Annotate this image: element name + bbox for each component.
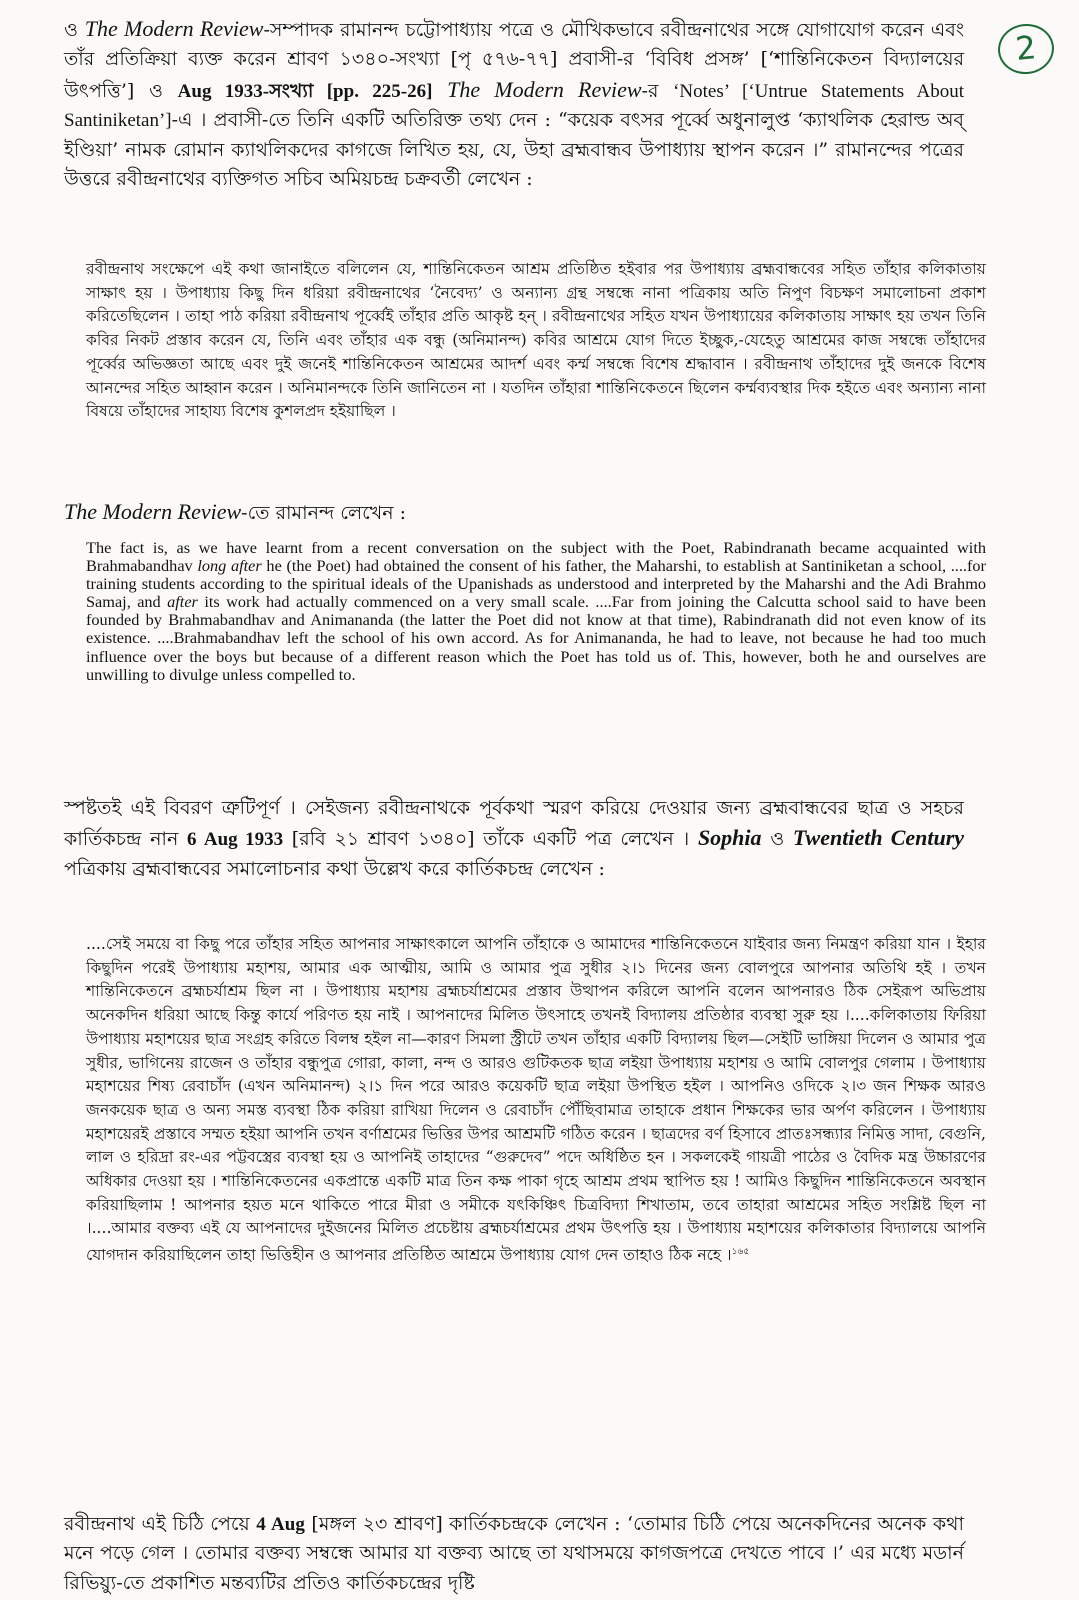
footnote-marker: ১৬৫ bbox=[731, 1247, 750, 1258]
paragraph-kartikchandra: স্পষ্টতই এই বিবরণ ত্রুটিপূর্ণ । সেইজন্য রবীন্দ্রনাথকে পূর্বকথা স্মরণ করিয়ে দেওয়ার জন্য ব্রহ্মবান্ধবের ছাত্র ও সহচর কার্তিকচন্দ্র নান 6 Aug 1933 [রবি ২১ শ্রাবণ ১৩৪০] তাঁকে একটি পত্র লেখেন । Sophia ও Twentieth Century পত্রিকায় ব্রহ্মবান্ধবের সমালোচনার কথা উল্লেখ করে কার্তিকচন্দ্র লেখেন : bbox=[64, 797, 965, 880]
quote-modern-review: The fact is, as we have learnt from a recent conversation on the subject with the Poet, Rabindranath became acquainted with Brahmabandhav long after he (the Poet) had obtained the consent of his father, the Maharshi, to establish at Santiniketan a school, ....for training students according to the spiritual ideals of the Upanishads as understood and interpreted by the Maharshi and the Adi Brahmo Samaj, and after its work had actually commenced on a very small scale. ....Far from joining the Calcutta school said to have been founded by Brahmabandhav and Animananda (the latter the Poet did not know at that time), Rabindranath did not even know of its existence. ....Brahmabandhav left the school of his own accord. As for Animananda, he had to leave, not because he had too much influence over the boys but because of a different reason which the Poet has told us of. This, however, both he and ourselves are unwilling to divulge unless compelled to. bbox=[86, 538, 987, 684]
paragraph-rabindranath-reply: রবীন্দ্রনাথ এই চিঠি পেয়ে 4 Aug [মঙ্গল ২৩ শ্রাবণ] কার্তিকচন্দ্রকে লেখেন : ‘তোমার চিঠি পেয়ে অনেকদিনের অনেক কথা মনে পড়ে গেল । তোমার বক্তব্য সম্বন্ধে আমার যা বক্তব্য আছে তা যথাসময়ে কাগজপত্রে দেখতে পাবে ।’ এর মধ্যে মডার্ন রিভিয়্যু-তে প্রকাশিত মন্তব্যটির প্রতিও কার্তিকচন্দ্রের দৃষ্টি bbox=[64, 1513, 964, 1594]
quote-amiyachandra: রবীন্দ্রনাথ সংক্ষেপে এই কথা জানাইতে বলিলেন যে, শান্তিনিকেতন আশ্রম প্রতিষ্ঠিত হইবার পর উপাধ্যায় ব্রহ্মবান্ধবের সহিত তাঁহার কলিকাতায় সাক্ষাৎ হয় । উপাধ্যায় কিছু দিন ধরিয়া রবীন্দ্রনাথের ‘নৈবেদ্য’ ও অন্যান্য গ্রন্থ সম্বন্ধে নানা পত্রিকায় অতি নিপুণ বিচক্ষণ সমালোচনা প্রকাশ করিতেছিলেন । তাহা পাঠ করিয়া রবীন্দ্রনাথ পূর্ব্বেই তাঁহার প্রতি আকৃষ্ট হন্ । রবীন্দ্রনাথের সহিত যখন উপাধ্যায়ের কলিকাতায় সাক্ষাৎ হয় তখন তিনি কবির নিকট প্রস্তাব করেন যে, তিনি এবং তাঁহার এক বন্ধু (অনিমানন্দ) কবির আশ্রমে যোগ দিতে ইচ্ছুক,-যেহেতু আশ্রমের কাজ সম্বন্ধে তাঁহাদের পূর্ব্বের অভিজ্ঞতা আছে এবং দুই জনেই শান্তিনিকেতন আশ্রমের আদর্শ এবং কর্ম্ম সম্বন্ধে বিশেষ শ্রদ্ধাবান । রবীন্দ্রনাথ তাঁহাদের দুই জনকে বিশেষ আনন্দের সহিত আহ্বান করেন । অনিমানন্দকে তিনি জানিতেন না । যতদিন তাঁহারা শান্তিনিকেতনে ছিলেন কর্ম্মব্যবস্থার দিক হইতে এবং অন্যান্য নানা বিষয়ে তাঁহাদের সাহায্য বিশেষ কুশলপ্রদ হইয়াছিল । bbox=[86, 260, 986, 421]
journal-title: The Modern Review bbox=[447, 76, 642, 102]
heading-modern-review: The Modern Review-তে রামানন্দ লেখেন : bbox=[64, 499, 407, 524]
journal-title: The Modern Review bbox=[84, 16, 264, 41]
paragraph-intro: ও The Modern Review-সম্পাদক রামানন্দ চট্টোপাধ্যায় পত্রে ও মৌখিকভাবে রবীন্দ্রনাথের সঙ্গে যোগাযোগ করেন এবং তাঁর প্রতিক্রিয়া ব্যক্ত করেন শ্রাবণ ১৩৪০-সংখ্যা [পৃ ৫৭৬-৭৭] প্রবাসী-র ‘বিবিধ প্রসঙ্গ’ [‘শান্তিনিকেতন বিদ্যালয়ের উৎপত্তি’] ও Aug 1933-সংখ্যা [pp. 225-26] The Modern Review-র ‘Notes’ [‘Untrue Statements About Santiniketan’]-এ । প্রবাসী-তে তিনি একটি অতিরিক্ত তথ্য দেন : “কয়েক বৎসর পূর্ব্বে অধুনালুপ্ত ‘ক্যাথলিক হেরাল্ড অব্ ইণ্ডিয়া’ নামক রোমান ক্যাথলিকদের কাগজে লিখিত হয়, যে, উহা ব্রহ্মবান্ধব উপাধ্যায় স্থাপন করেন ।” রামানন্দের পত্রের উত্তরে রবীন্দ্রনাথের ব্যক্তিগত সচিব অমিয়চন্দ্র চক্রবর্তী লেখেন : bbox=[64, 16, 965, 191]
page-number: 2 bbox=[996, 21, 1057, 77]
quote-kartikchandra-letter: ....সেই সময়ে বা কিছু পরে তাঁহার সহিত আপনার সাক্ষাৎকালে আপনি তাঁহাকে ও আমাদের শান্তিনিকেতনে যাইবার জন্য নিমন্ত্রণ করিয়া যান । ইহার কিছুদিন পরেই উপাধ্যায় মহাশয়, আমার এক আত্মীয়, আমি ও আমার পুত্র সুধীর ২।১ দিনের জন্য বোলপুরে আপনার অতিথি হই । তখন শান্তিনিকেতনে ব্রহ্মচর্যাশ্রম ছিল না । উপাধ্যায় মহাশয় ব্রহ্মচর্যাশ্রমের প্রস্তাব উত্থাপন করিলে আপনি বলেন আপনারও ঠিক সেইরূপ অভিপ্রায় অনেকদিন ধরিয়া আছে কিন্তু কার্যে পরিণত হয় নাই । আপনাদের মিলিত উৎসাহে তখনই বিদ্যালয় প্রতিষ্ঠার ব্যবস্থা সুরু হয় ।....কলিকাতায় ফিরিয়া উপাধ্যায় মহাশয়ের ছাত্র সংগ্রহ করিতে বিলম্ব হইল না—কারণ সিমলা স্ট্রীটে তখন তাঁহার একটি বিদ্যালয় ছিল—সেইটি ভাঙ্গিয়া দিলেন ও আমার পুত্র সুধীর, ভাগিনেয় রাজেন ও তাঁহার বন্ধুপুত্র গোরা, কালা, নন্দ ও আরও গুটিকতক ছাত্র লইয়া উপাধ্যায় মহাশয় ও আমি বোলপুর গেলাম । উপাধ্যায় মহাশয়ের শিষ্য রেবাচাঁদ (এখন অনিমানন্দ) ২।১ দিন পরে আরও কয়েকটি ছাত্র লইয়া উপস্থিত হইল । আপনিও ওদিকে ২।৩ জন শিক্ষক আরও জনকয়েক ছাত্র ও অন্য সমস্ত ব্যবস্থা ঠিক করিয়া রাখিয়া দিলেন ও রেবাচাঁদ পৌঁছিবামাত্র তাহাকে প্রধান শিক্ষকের ভার অর্পণ করিলেন । উপাধ্যায় মহাশয়েরই প্রস্তাবে সম্মত হইয়া আপনি তখন বর্ণাশ্রমের ভিত্তির উপর আশ্রমটি গঠিত করেন । ছাত্রদের বর্ণ হিসাবে প্রাতঃসন্ধ্যার নিমিত্ত সাদা, বেগুনি, লাল ও হরিদ্রা রং-এর পট্টবস্ত্রের ব্যবস্থা হয় ও আপনিই তাহাদের “গুরুদেব” পদে অধিষ্ঠিত হন । সকলকেই গায়ত্রী পাঠের ও বৈদিক মন্ত্র উচ্চারণের অধিকার দেওয়া হয় । শান্তিনিকেতনের একপ্রান্তে একটি মাত্র তিন কক্ষ পাকা গৃহে আশ্রম প্রথম স্থাপিত হয় ! আমিও কিছুদিন শান্তিনিকেতনে অবস্থান করিয়াছিলাম ! আপনার হয়ত মনে থাকিতে পারে মীরা ও সমীকে যৎকিঞ্চিৎ চিত্রবিদ্যা শিখাতাম, তবে তাহারা আশ্রমের সহিত সংশ্লিষ্ট ছিল না ।....আমার বক্তব্য এই যে আপনাদের দুইজনের মিলিত প্রচেষ্টায় ব্রহ্মচর্যাশ্রমের প্রথম উৎপত্তি হয় । উপাধ্যায় মহাশয়ের কলিকাতার বিদ্যালয়ে আপনি যোগদান করিয়াছিলেন তাহা ভিত্তিহীন ও আপনার প্রতিষ্ঠিত আশ্রমে উপাধ্যায় যোগ দেন তাহাও ঠিক নহে ।$^{১৬৫}$ bbox=[86, 935, 986, 1265]
